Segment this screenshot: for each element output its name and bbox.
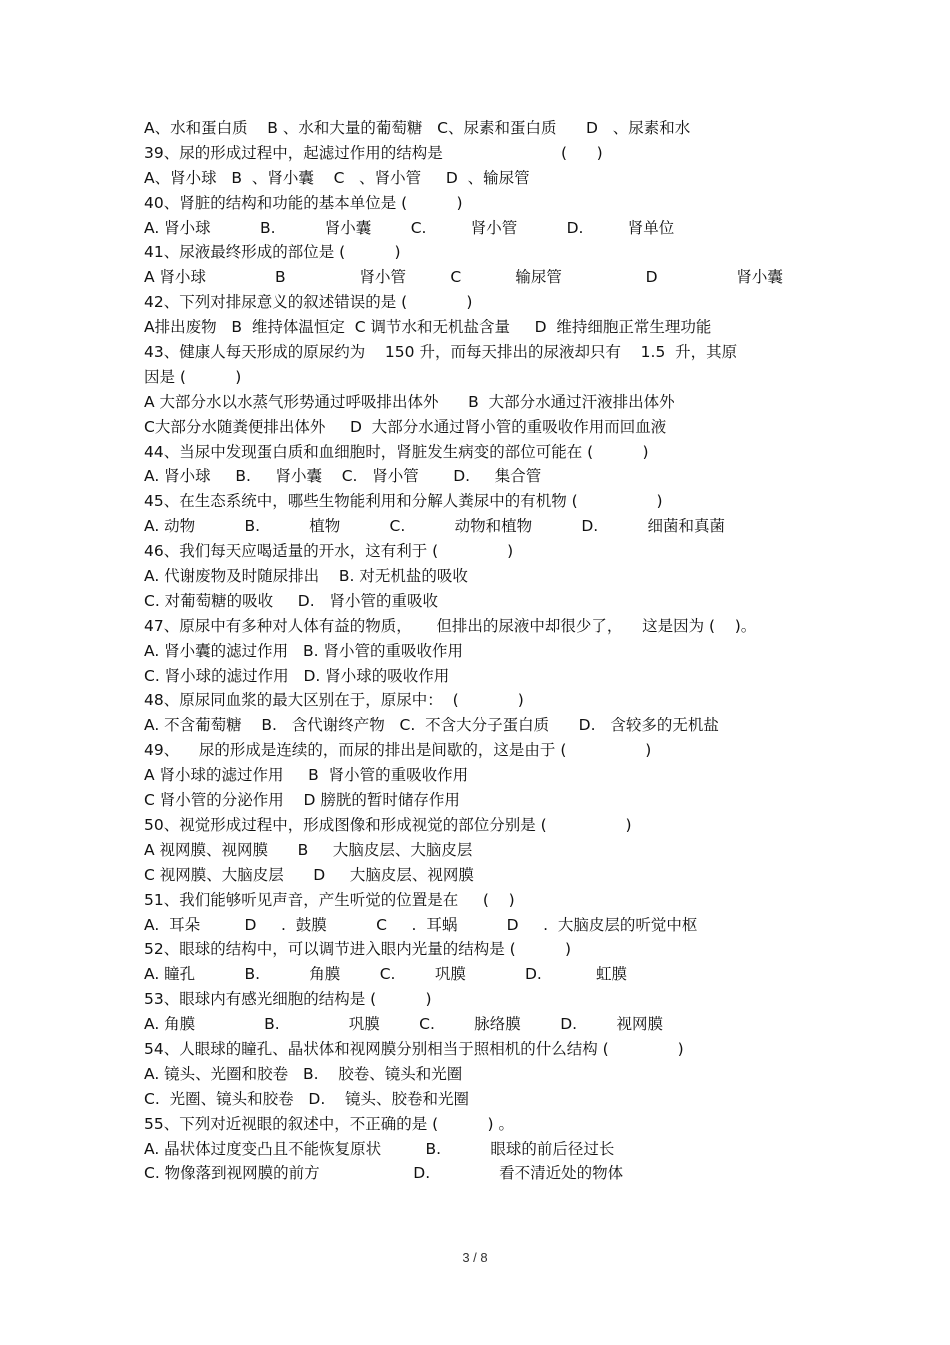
- text-line: 52、眼球的结构中，可以调节进入眼内光量的结构是 ( ): [144, 940, 572, 959]
- text-line: A、水和蛋白质 B 、水和大量的葡萄糖 C、尿素和蛋白质 D 、尿素和水: [144, 119, 691, 137]
- text-line: 42、下列对排尿意义的叙述错误的是 ( ): [144, 293, 473, 312]
- text-line: 54、人眼球的瞳孔、晶状体和视网膜分别相当于照相机的什么结构 ( ): [144, 1039, 684, 1058]
- text-line: A. 角膜 B. 巩膜 C. 脉络膜 D. 视网膜: [144, 1015, 663, 1034]
- text-line: 51、我们能够听见声音，产生听觉的位置是在 ( ): [144, 890, 515, 909]
- text-line: A 视网膜、视网膜 B 大脑皮层、大脑皮层: [144, 840, 473, 859]
- text-line: C大部分水随粪便排出体外 D 大部分水通过肾小管的重吸收作用而回血液: [144, 417, 667, 436]
- text-line: A. 肾小球 B. 肾小囊 C. 肾小管 D. 肾单位: [144, 218, 675, 237]
- text-line: A. 镜头、光圈和胶卷 B. 胶卷、镜头和光圈: [144, 1064, 463, 1083]
- text-line: C. 肾小球的滤过作用 D. 肾小球的吸收作用: [144, 666, 450, 685]
- text-line: A. 动物 B. 植物 C. 动物和植物 D. 细菌和真菌: [144, 517, 725, 536]
- text-line: A 肾小球的滤过作用 B 肾小管的重吸收作用: [144, 766, 469, 785]
- text-line: 47、原尿中有多种对人体有益的物质， 但排出的尿液中却很少了， 这是因为 ( )。: [144, 616, 757, 635]
- text-line: A 肾小球 B 肾小管 C 输尿管 D 肾小囊: [144, 268, 783, 287]
- text-line: 43、健康人每天形成的原尿约为 150 升，而每天排出的尿液却只有 1.5 升，其原: [144, 343, 738, 362]
- document-page: [144, 116, 824, 1186]
- text-line: 41、尿液最终形成的部位是 ( ): [144, 243, 401, 262]
- text-line: C 肾小管的分泌作用 D 膀胱的暂时储存作用: [144, 791, 460, 810]
- text-line: 40、肾脏的结构和功能的基本单位是 ( ): [144, 193, 463, 212]
- text-line: A. 肾小囊的滤过作用 B. 肾小管的重吸收作用: [144, 641, 463, 660]
- text-line: A. 不含葡萄糖 B. 含代谢终产物 C. 不含大分子蛋白质 D. 含较多的无机盐: [144, 716, 719, 735]
- text-line: 55、下列对近视眼的叙述中，不正确的是 ( ) 。: [144, 1114, 514, 1133]
- text-line: 44、当尿中发现蛋白质和血细胞时，肾脏发生病变的部位可能在 ( ): [144, 442, 649, 461]
- text-line: C 视网膜、大脑皮层 D 大脑皮层、视网膜: [144, 865, 474, 884]
- text-line: A. 晶状体过度变凸且不能恢复原状 B. 眼球的前后径过长: [144, 1139, 615, 1158]
- text-line: A. 肾小球 B. 肾小囊 C. 肾小管 D. 集合管: [144, 467, 542, 486]
- text-line: A. 代谢废物及时随尿排出 B. 对无机盐的吸收: [144, 567, 468, 586]
- text-line: C. 光圈、镜头和胶卷 D. 镜头、胶卷和光圈: [144, 1089, 469, 1108]
- text-line: A 大部分水以水蒸气形势通过呼吸排出体外 B 大部分水通过汗液排出体外: [144, 392, 675, 411]
- text-line: A、肾小球 B 、肾小囊 C 、肾小管 D 、输尿管: [144, 168, 530, 187]
- page-number: 3 / 8: [462, 1250, 488, 1265]
- text-line: C. 物像落到视网膜的前方 D. 看不清近处的物体: [144, 1164, 624, 1183]
- text-line: A. 瞳孔 B. 角膜 C. 巩膜 D. 虹膜: [144, 965, 628, 984]
- text-line: 39、尿的形成过程中，起滤过作用的结构是 ( ): [144, 143, 603, 162]
- text-line: A排出废物 B 维持体温恒定 C 调节水和无机盐含量 D 维持细胞正常生理功能: [144, 318, 712, 337]
- text-line: 53、眼球内有感光细胞的结构是 ( ): [144, 990, 432, 1009]
- text-line: 45、在生态系统中，哪些生物能利用和分解人粪尿中的有机物 ( ): [144, 492, 663, 511]
- text-line: 46、我们每天应喝适量的开水，这有利于 ( ): [144, 542, 514, 561]
- text-line: 50、视觉形成过程中，形成图像和形成视觉的部位分别是 ( ): [144, 815, 632, 834]
- text-line: C. 对葡萄糖的吸收 D. 肾小管的重吸收: [144, 591, 438, 610]
- text-line: A. 耳朵 D . 鼓膜 C . 耳蜗 D . 大脑皮层的听觉中枢: [144, 915, 698, 934]
- text-line: 48、原尿同血浆的最大区别在于，原尿中： ( ): [144, 691, 524, 710]
- text-line: 因是 ( ): [144, 367, 242, 386]
- text-line: 49、 尿的形成是连续的，而尿的排出是间歇的，这是由于 ( ): [144, 741, 652, 760]
